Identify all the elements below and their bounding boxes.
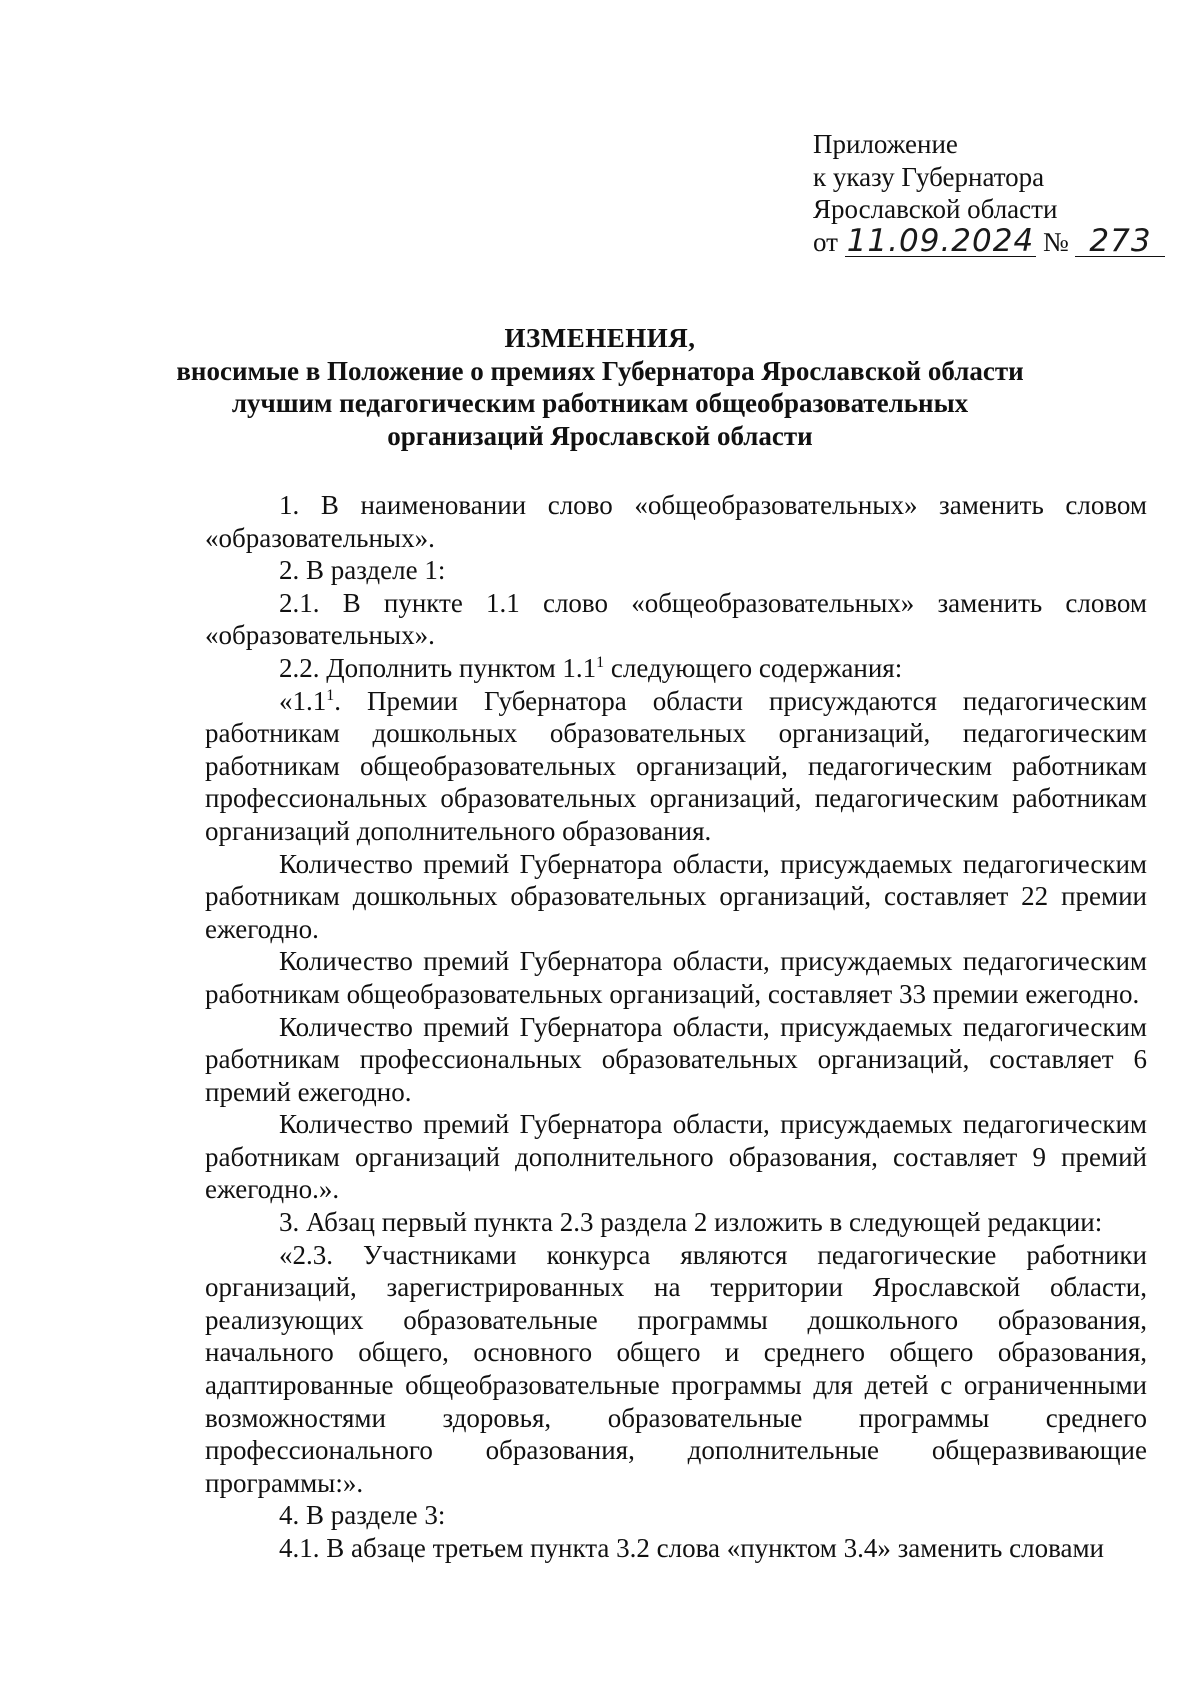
- from-label: от: [813, 226, 838, 257]
- document-title: [150, 322, 1050, 452]
- title-subheading-line-2: лучшим педагогическим работникам общеобразовательных: [231, 388, 969, 418]
- paragraph-4: 4. В разделе 3:: [279, 1500, 446, 1531]
- appendix-region: Ярославской области: [813, 194, 1058, 224]
- paragraph-1: 1. В наименовании слово «общеобразовательных» заменить словом «образовательных».: [205, 490, 1147, 553]
- paragraph-quote-1-1-1: [205, 685, 1147, 848]
- document-body: [205, 489, 1147, 1565]
- handwritten-number: 273: [1075, 226, 1165, 257]
- number-label: №: [1042, 226, 1069, 257]
- appendix-block: [813, 128, 1165, 258]
- paragraph-2-2: [205, 652, 1147, 685]
- title-subheading-line-1: вносимые в Положение о премиях Губернатора Ярославской области: [176, 355, 1024, 386]
- appendix-date-number-line: [813, 222, 1165, 259]
- paragraph-preschool-count: Количество премий Губернатора области, присуждаемых педагогическим работникам дошкольных образовательных организаций, составляет 22 премии ежегодно.: [205, 848, 1147, 944]
- quote-start: «1.1: [279, 685, 327, 716]
- paragraph-quote-2-3: «2.3. Участниками конкурса являются педагогические работники организаций, зарегистрированных на территории Ярославской области, реализующих образовательные программы дошкольного образования, начального общего, основного общего и среднего общего образования, адаптированные общеобразовательные программы для детей с ограниченными возможностями здоровья, образовательные программы среднего профессионального образования, дополнительные общеразвивающие программы:».: [205, 1239, 1147, 1498]
- appendix-title: Приложение: [813, 129, 958, 159]
- paragraph-2-1: 2.1. В пункте 1.1 слово «общеобразовательных» заменить словом «образовательных».: [205, 587, 1147, 651]
- handwritten-date: 11.09.2024: [846, 222, 1035, 259]
- appendix-decree-ref: к указу Губернатора: [813, 161, 1045, 192]
- quote-text: . Премии Губернатора области присуждаются педагогическим работникам дошкольных образовательных организаций, педагогическим работникам общеобразовательных организаций, педагогическим работникам профессиональных образовательных организаций, педагогическим работникам организаций дополнительного образования.: [205, 685, 1147, 846]
- superscript: 1: [326, 686, 335, 704]
- title-subheading-line-3: организаций Ярославской области: [387, 420, 813, 451]
- paragraph-professional-count: Количество премий Губернатора области, присуждаемых педагогическим работникам профессиональных образовательных организаций, составляет 6 премий ежегодно.: [205, 1011, 1147, 1107]
- paragraph-3: 3. Абзац первый пункта 2.3 раздела 2 изложить в следующей редакции:: [279, 1207, 1103, 1238]
- paragraph-2: 2. В разделе 1:: [279, 555, 446, 586]
- title-heading: ИЗМЕНЕНИЯ,: [504, 323, 696, 353]
- paragraph-4-1: 4.1. В абзаце третьем пункта 3.2 слова «пунктом 3.4» заменить словами: [279, 1533, 1104, 1563]
- paragraph-additional-count: Количество премий Губернатора области, присуждаемых педагогическим работникам организаций дополнительного образования, составляет 9 премий ежегодно.».: [205, 1109, 1147, 1205]
- paragraph-2-2-text-end: следующего содержания:: [604, 652, 903, 683]
- paragraph-general-count: Количество премий Губернатора области, присуждаемых педагогическим работникам общеобразовательных организаций, составляет 33 премии ежегодно.: [205, 946, 1147, 1009]
- paragraph-2-2-text: 2.2. Дополнить пунктом 1.1: [279, 652, 597, 683]
- superscript: 1: [596, 653, 605, 671]
